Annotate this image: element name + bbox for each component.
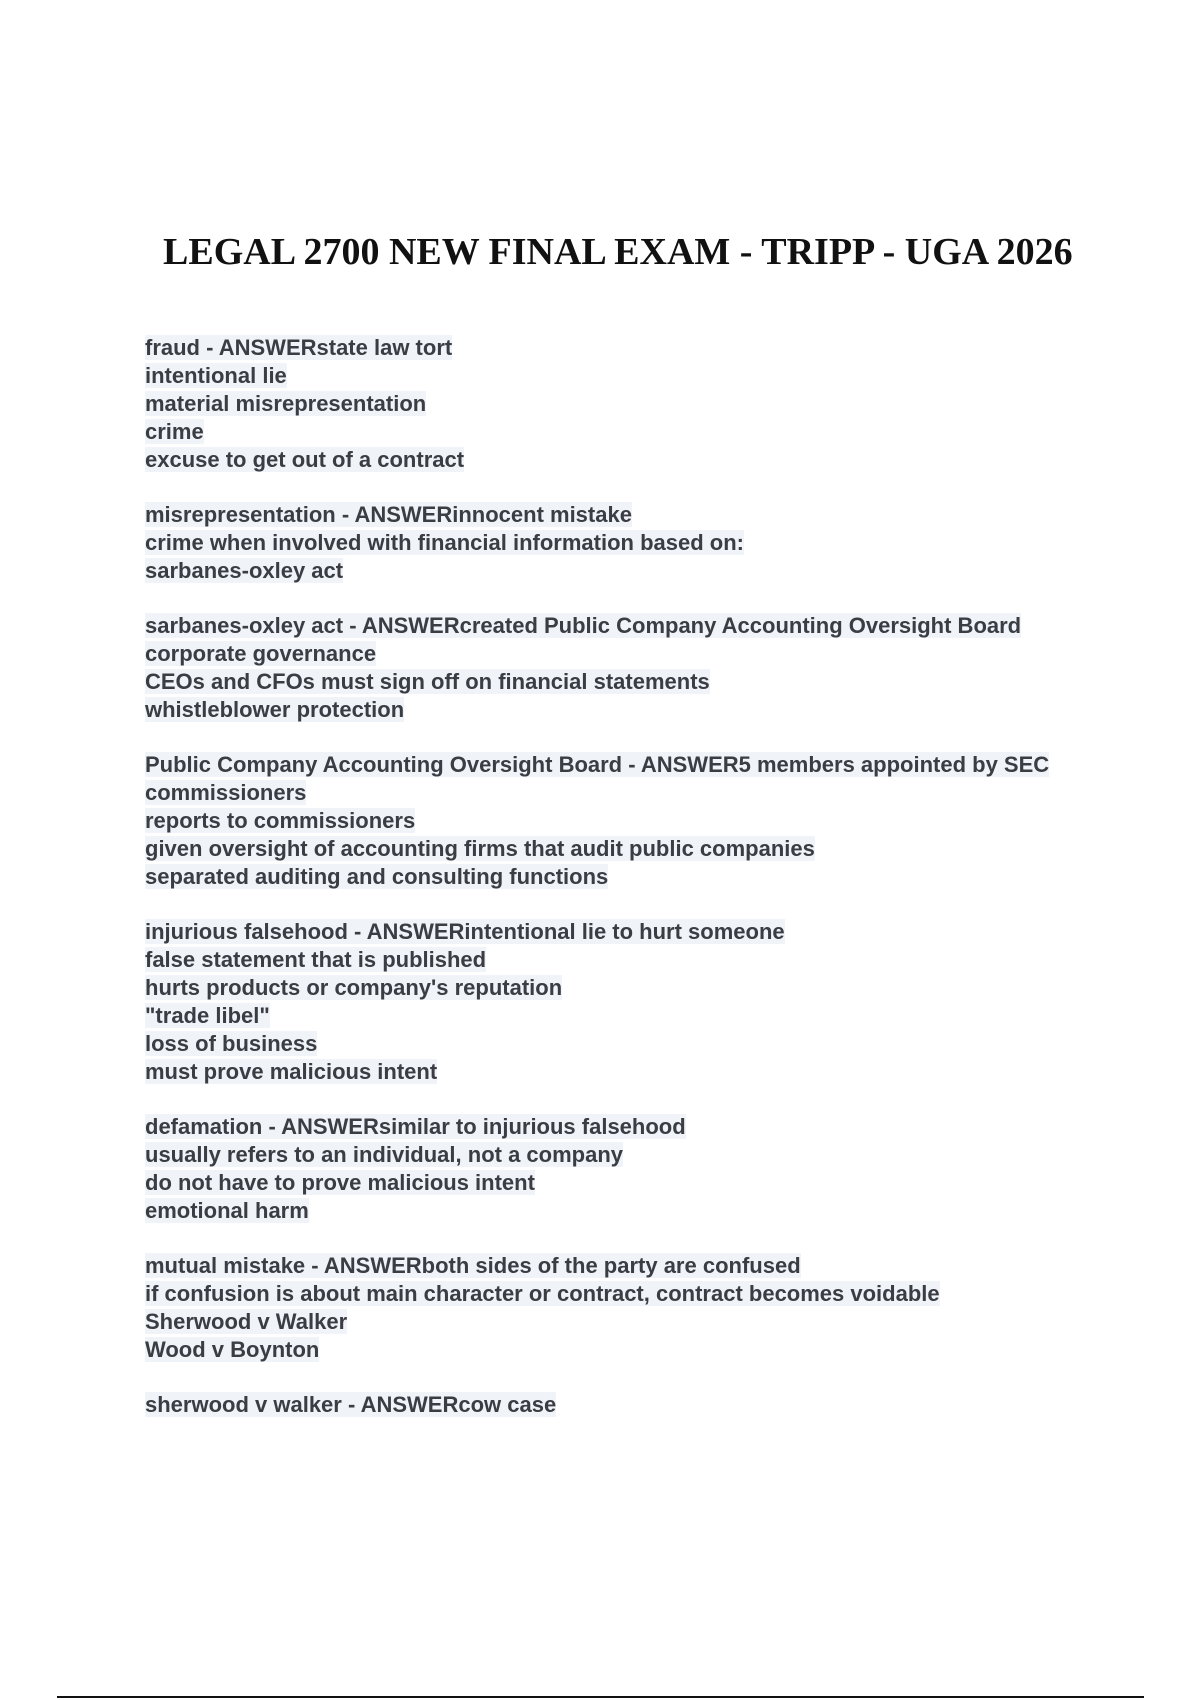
entry-line xyxy=(145,1336,1145,1364)
flashcard-entry-sarbanes-oxley-act xyxy=(145,612,1145,724)
entry-detail: given oversight of accounting firms that audit public companies xyxy=(145,836,815,861)
entry-line xyxy=(145,1308,1145,1336)
entry-line xyxy=(145,863,1145,891)
entry-term-answer: injurious falsehood - ANSWERintentional lie to hurt someone xyxy=(145,919,785,944)
entry-detail: material misrepresentation xyxy=(145,391,427,416)
entry-detail: Wood v Boynton xyxy=(145,1337,320,1362)
entry-line xyxy=(145,918,1145,946)
entry-detail: CEOs and CFOs must sign off on financial statements xyxy=(145,669,710,694)
entry-detail: crime when involved with financial information based on: xyxy=(145,530,744,555)
entry-detail: loss of business xyxy=(145,1031,318,1056)
entry-line xyxy=(145,1169,1145,1197)
entry-term-answer: sarbanes-oxley act - ANSWERcreated Public Company Accounting Oversight Board xyxy=(145,613,1022,638)
entry-detail: emotional harm xyxy=(145,1198,309,1223)
entry-detail: sarbanes-oxley act xyxy=(145,558,344,583)
entry-line xyxy=(145,529,1145,557)
entry-term-answer: defamation - ANSWERsimilar to injurious falsehood xyxy=(145,1114,686,1139)
entry-detail: corporate governance xyxy=(145,641,377,666)
flashcard-list xyxy=(145,334,1145,1446)
entry-detail: separated auditing and consulting functions xyxy=(145,864,609,889)
entry-line xyxy=(145,1280,1145,1308)
entry-detail: do not have to prove malicious intent xyxy=(145,1170,535,1195)
entry-detail: "trade libel" xyxy=(145,1003,270,1028)
entry-line xyxy=(145,612,1085,640)
flashcard-entry-misrepresentation xyxy=(145,501,1145,585)
entry-detail: intentional lie xyxy=(145,363,287,388)
entry-term-answer: fraud - ANSWERstate law tort xyxy=(145,335,453,360)
entry-line xyxy=(145,390,1145,418)
flashcard-entry-mutual-mistake xyxy=(145,1252,1145,1364)
entry-line xyxy=(145,1391,1145,1419)
document-title: LEGAL 2700 NEW FINAL EXAM - TRIPP - UGA 2026 xyxy=(163,231,1073,273)
entry-line xyxy=(145,835,1145,863)
entry-line xyxy=(145,1002,1145,1030)
flashcard-entry-pcaob xyxy=(145,751,1145,891)
entry-term-answer: misrepresentation - ANSWERinnocent mistake xyxy=(145,502,632,527)
entry-line xyxy=(145,1141,1145,1169)
entry-detail: Sherwood v Walker xyxy=(145,1309,348,1334)
entry-line xyxy=(145,1252,1145,1280)
entry-detail: if confusion is about main character or contract, contract becomes voidable xyxy=(145,1281,940,1306)
entry-line xyxy=(145,974,1145,1002)
flashcard-entry-fraud xyxy=(145,334,1145,474)
entry-line xyxy=(145,446,1145,474)
flashcard-entry-defamation xyxy=(145,1113,1145,1225)
entry-detail: false statement that is published xyxy=(145,947,487,972)
entry-term-answer: sherwood v walker - ANSWERcow case xyxy=(145,1392,557,1417)
entry-detail: excuse to get out of a contract xyxy=(145,447,465,472)
entry-line xyxy=(145,640,1145,668)
entry-detail: must prove malicious intent xyxy=(145,1059,438,1084)
flashcard-entry-sherwood-v-walker xyxy=(145,1391,1145,1419)
entry-line xyxy=(145,696,1145,724)
entry-line xyxy=(145,557,1145,585)
entry-line xyxy=(145,751,1085,807)
entry-term-answer: mutual mistake - ANSWERboth sides of the party are confused xyxy=(145,1253,801,1278)
entry-term-answer: Public Company Accounting Oversight Board - ANSWER5 members appointed by SEC commissioners xyxy=(145,752,1050,805)
entry-line xyxy=(145,807,1145,835)
entry-detail: whistleblower protection xyxy=(145,697,405,722)
entry-line xyxy=(145,946,1145,974)
entry-line xyxy=(145,1197,1145,1225)
entry-line xyxy=(145,1113,1145,1141)
entry-line xyxy=(145,668,1145,696)
entry-detail: hurts products or company's reputation xyxy=(145,975,563,1000)
flashcard-entry-injurious-falsehood xyxy=(145,918,1145,1086)
entry-line xyxy=(145,501,1145,529)
footer-divider xyxy=(57,1696,1144,1698)
entry-detail: crime xyxy=(145,419,204,444)
entry-detail: reports to commissioners xyxy=(145,808,416,833)
entry-detail: usually refers to an individual, not a company xyxy=(145,1142,623,1167)
entry-line xyxy=(145,1058,1145,1086)
entry-line xyxy=(145,362,1145,390)
entry-line xyxy=(145,334,1145,362)
entry-line xyxy=(145,1030,1145,1058)
entry-line xyxy=(145,418,1145,446)
